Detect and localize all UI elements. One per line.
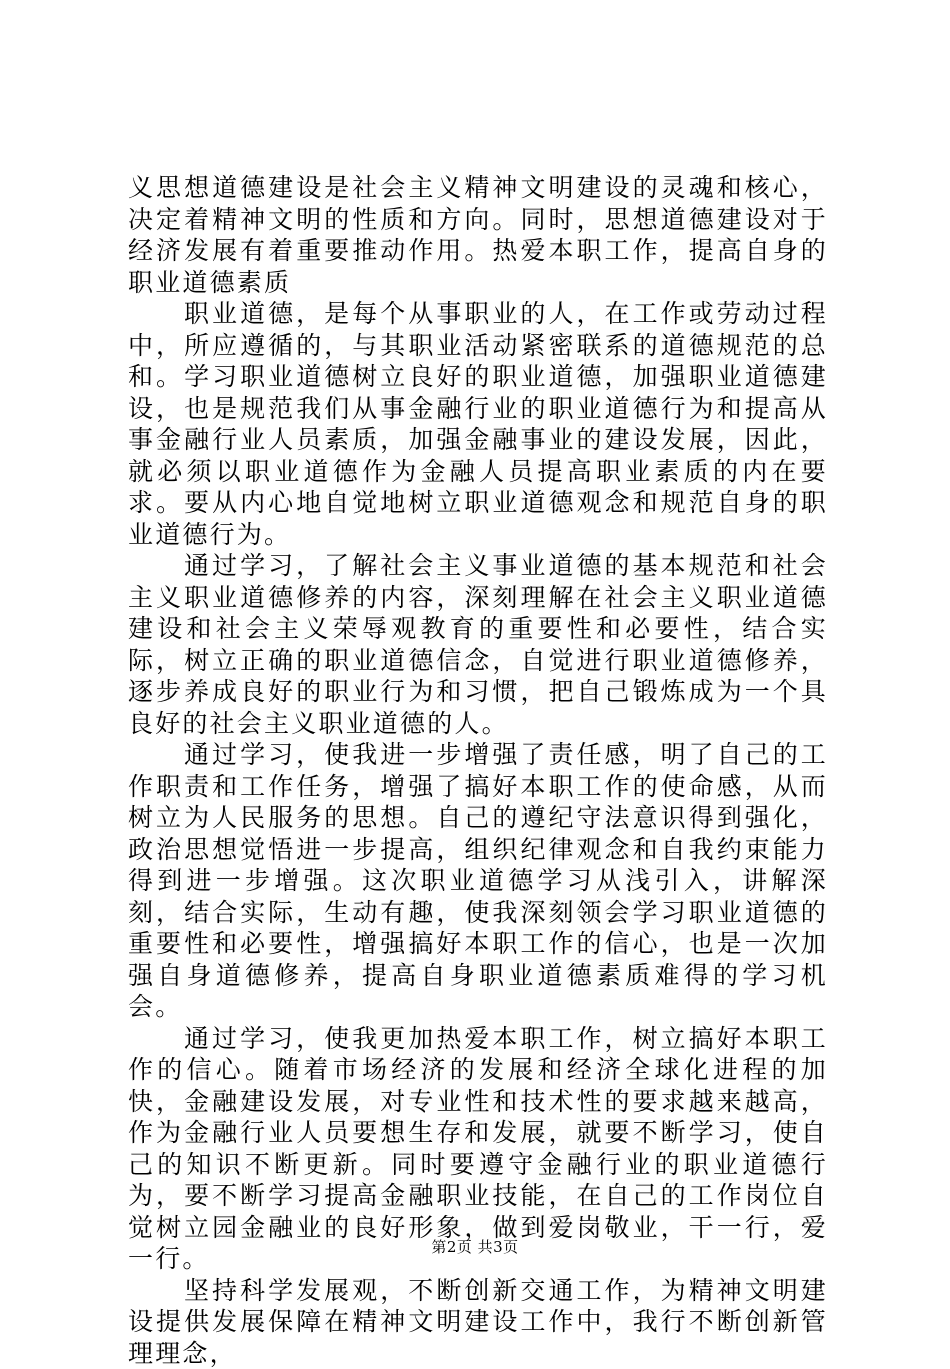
page-number-footer: 第2页 共3页 — [0, 1237, 950, 1257]
paragraph-responsibility: 通过学习，使我进一步增强了责任感，明了自己的工作职责和工作任务，增强了搞好本职工作的使命感，从而树立为人民服务的思想。自己的遵纪守法意识得到强化，政治思想觉悟进一步提高，组织纪律观念和自我约束能力得到进一步增强。这次职业道德学习从浅引入，讲解深刻，结合实际，生动有趣，使我深刻领会学习职业道德的重要性和必要性，增强搞好本职工作的信心，也是一次加强自身道德修养，提高自身职业道德素质难得的学习机会。 — [128, 739, 828, 1023]
paragraph-professional-ethics-definition: 职业道德，是每个从事职业的人，在工作或劳动过程中，所应遵循的，与其职业活动紧密联系的道德规范的总和。学习职业道德树立良好的职业道德，加强职业道德建设，也是规范我们从事金融行业的职业道德行为和提高从事金融行业人员素质，加强金融事业的建设发展，因此，就必须以职业道德作为金融人员提高职业素质的内在要求。要从内心地自觉地树立职业道德观念和规范自身的职业道德行为。 — [128, 298, 828, 550]
paragraph-learning-understanding: 通过学习，了解社会主义事业道德的基本规范和社会主义职业道德修养的内容，深刻理解在社会主义职业道德建设和社会主义荣辱观教育的重要性和必要性，结合实际，树立正确的职业道德信念，自觉进行职业道德修养，逐步养成良好的职业行为和习惯，把自己锻炼成为一个具良好的社会主义职业道德的人。 — [128, 550, 828, 739]
paragraph-scientific-development: 坚持科学发展观，不断创新交通工作，为精神文明建设提供发展保障在精神文明建设工作中，我行不断创新管理理念， — [128, 1275, 828, 1369]
document-body — [128, 172, 828, 1369]
paragraph-continuation: 义思想道德建设是社会主义精神文明建设的灵魂和核心，决定着精神文明的性质和方向。同时，思想道德建设对于经济发展有着重要推动作用。热爱本职工作，提高自身的职业道德素质 — [128, 172, 828, 298]
paragraph-love-of-work: 通过学习，使我更加热爱本职工作，树立搞好本职工作的信心。随着市场经济的发展和经济全球化进程的加快，金融建设发展，对专业性和技术性的要求越来越高，作为金融行业人员要想生存和发展，就要不断学习，使自己的知识不断更新。同时要遵守金融行业的职业道德行为，要不断学习提高金融职业技能，在自己的工作岗位自觉树立园金融业的良好形象，做到爱岗敬业，干一行，爱一行。 — [128, 1023, 828, 1275]
